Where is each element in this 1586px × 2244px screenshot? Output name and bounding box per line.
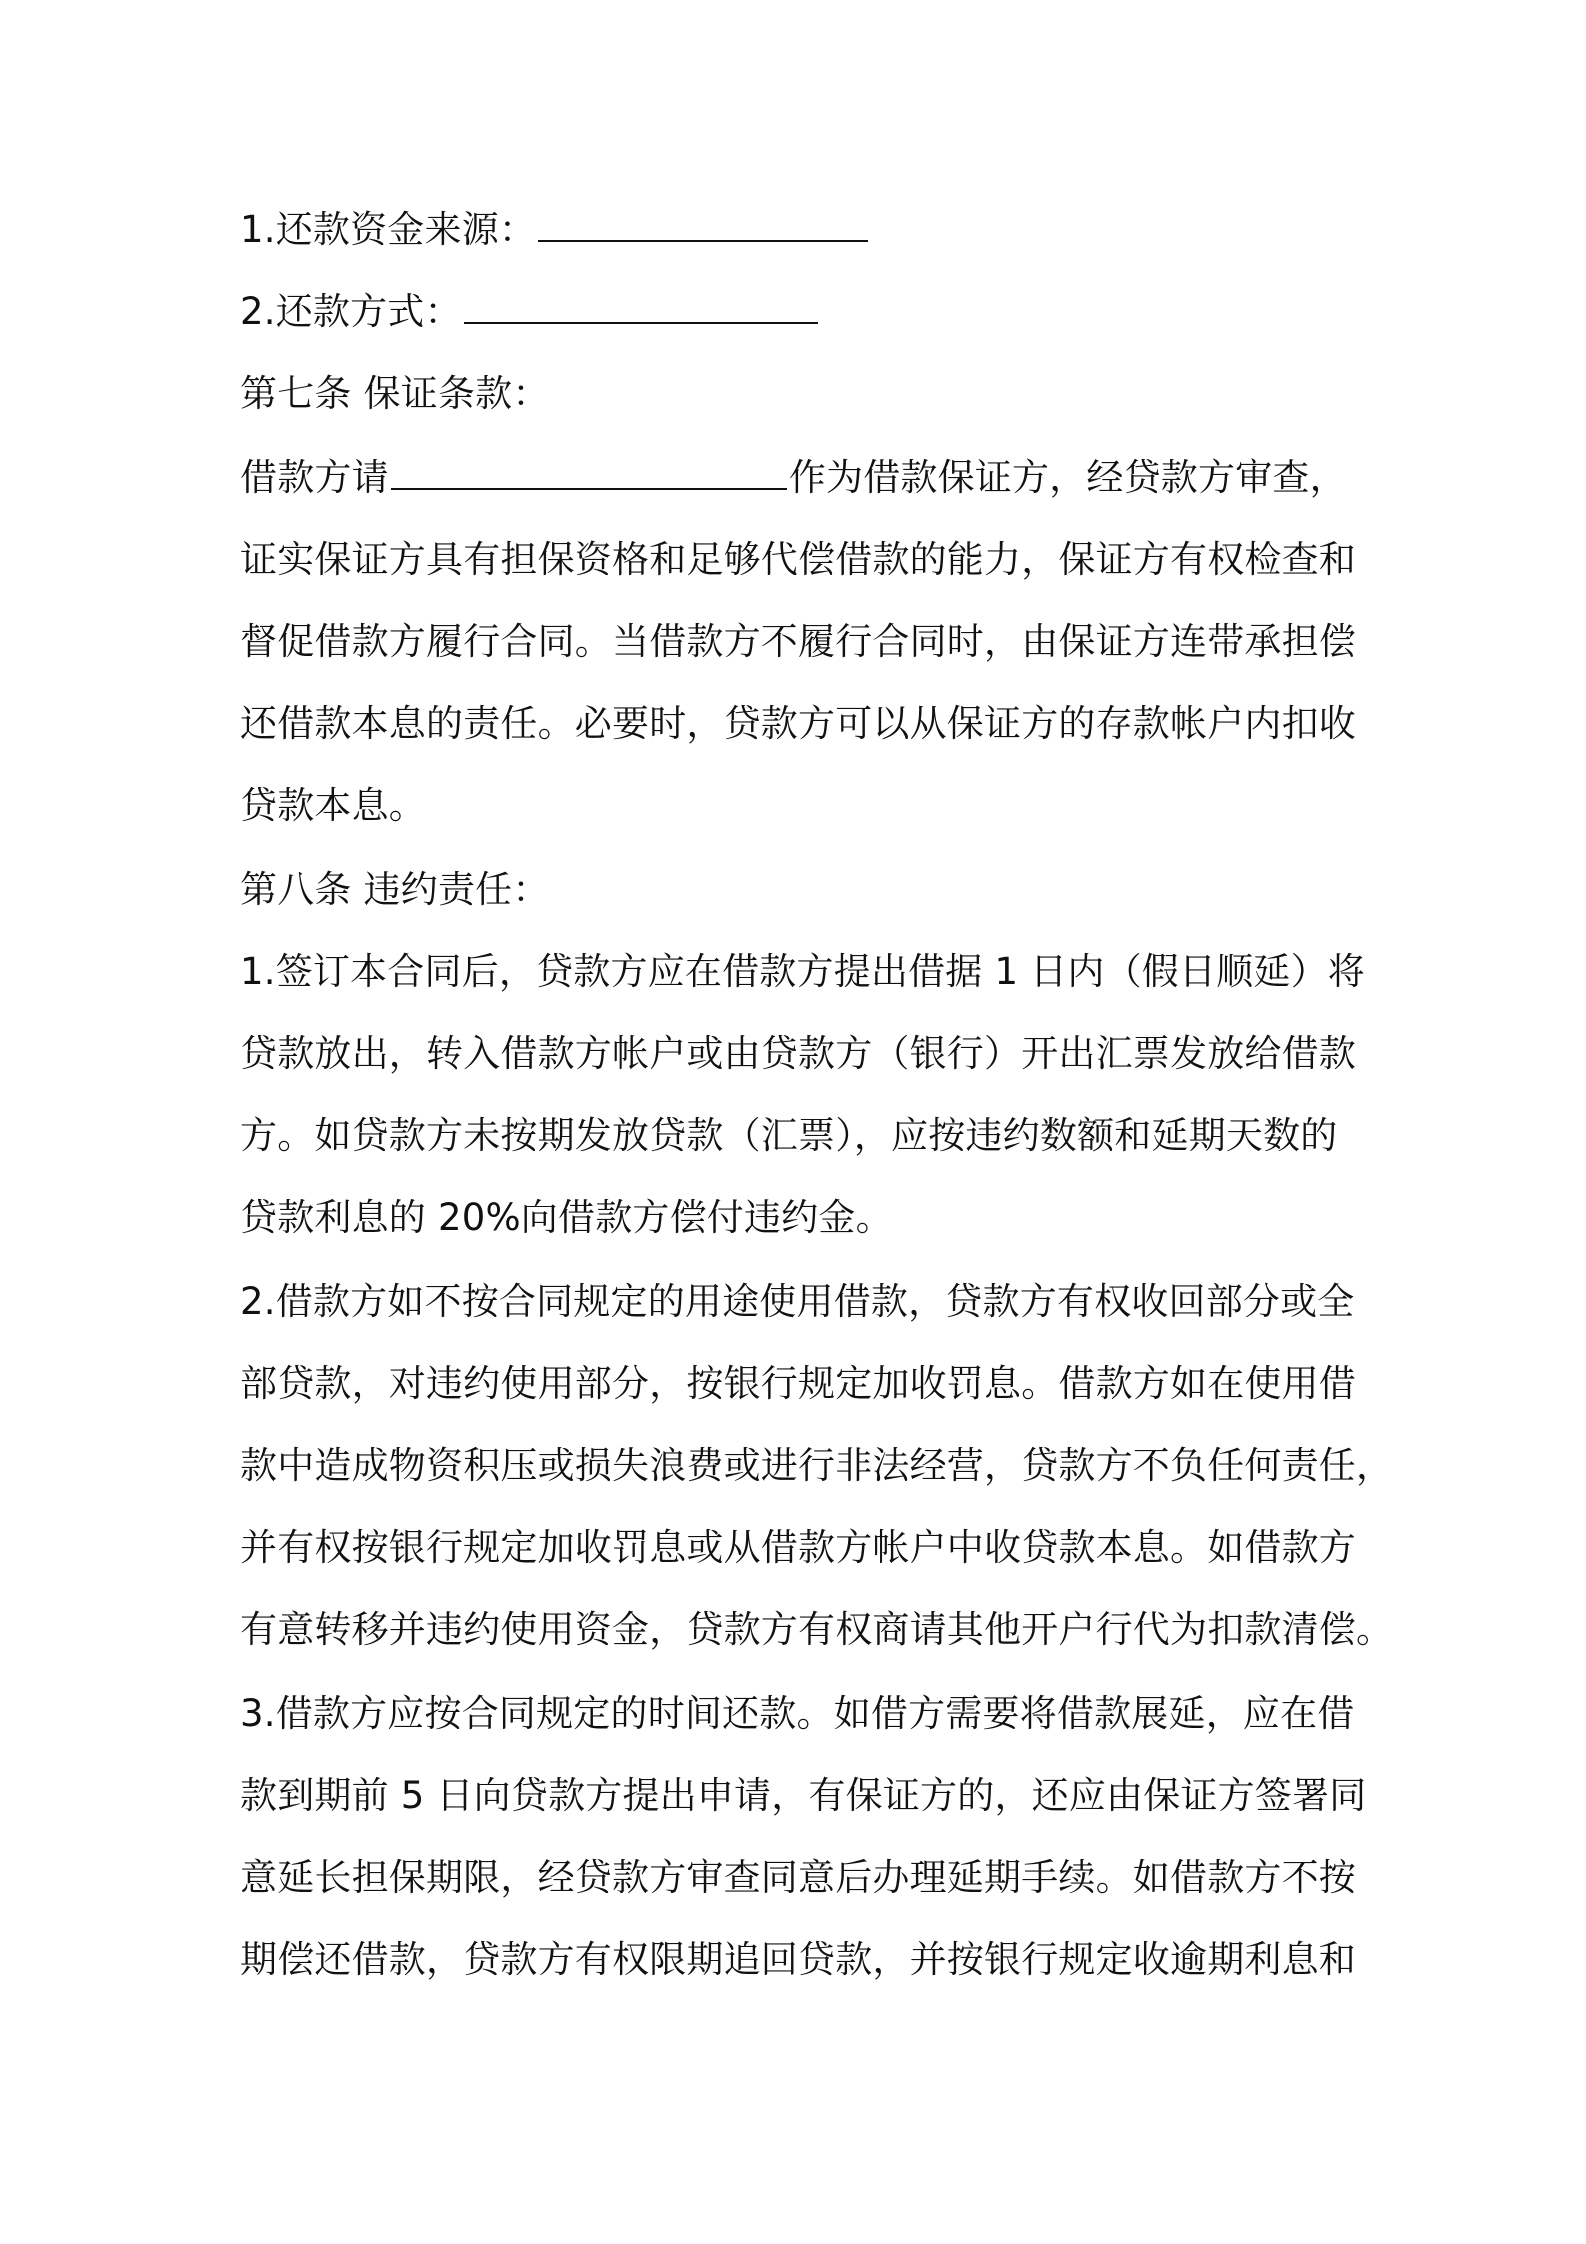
paragraph-line: 方。如贷款方未按期发放贷款（汇票），应按违约数额和延期天数的 [240,1114,1338,1157]
paragraph-line: 款到期前 5 日向贷款方提出申请，有保证方的，还应由保证方签署同 [240,1774,1367,1817]
repayment-source-label: 1.还款资金来源： [240,208,537,251]
guarantor-prefix: 借款方请 [240,456,389,499]
paragraph-line: 1.签订本合同后，贷款方应在借款方提出借据 1 日内（假日顺延）将 [240,950,1365,993]
paragraph-line: 还借款本息的责任。必要时，贷款方可以从保证方的存款帐户内扣收 [240,702,1356,745]
paragraph-line: 款中造成物资积压或损失浪费或进行非法经营，贷款方不负任何责任， [240,1444,1394,1487]
article-7-heading: 第七条 保证条款： [240,372,550,415]
repayment-method-line [240,284,1370,340]
repayment-method-label: 2.还款方式： [240,290,462,333]
paragraph-line: 贷款放出，转入借款方帐户或由贷款方（银行）开出汇票发放给借款 [240,1032,1356,1075]
guarantor-line [240,450,1370,506]
guarantor-blank[interactable] [391,450,787,490]
repayment-source-blank[interactable] [538,202,868,242]
paragraph-line: 贷款利息的 20%向借款方偿付违约金。 [240,1196,893,1239]
article-8-heading: 第八条 违约责任： [240,868,550,911]
paragraph-line: 并有权按银行规定加收罚息或从借款方帐户中收贷款本息。如借款方 [240,1526,1356,1569]
repayment-source-line [240,202,1370,258]
repayment-method-blank[interactable] [464,284,818,324]
paragraph-line: 证实保证方具有担保资格和足够代偿借款的能力，保证方有权检查和 [240,538,1356,581]
paragraph-line: 部贷款，对违约使用部分，按银行规定加收罚息。借款方如在使用借 [240,1362,1356,1405]
paragraph-line: 督促借款方履行合同。当借款方不履行合同时，由保证方连带承担偿 [240,620,1356,663]
paragraph-line: 贷款本息。 [240,784,426,827]
paragraph-line: 期偿还借款，贷款方有权限期追回贷款，并按银行规定收逾期利息和 [240,1938,1356,1981]
paragraph-line: 有意转移并违约使用资金，贷款方有权商请其他开户行代为扣款清偿。 [240,1608,1394,1651]
paragraph-line: 意延长担保期限，经贷款方审查同意后办理延期手续。如借款方不按 [240,1856,1356,1899]
paragraph-line: 3.借款方应按合同规定的时间还款。如借方需要将借款展延，应在借 [240,1692,1355,1735]
guarantor-suffix: 作为借款保证方，经贷款方审查， [788,456,1347,499]
paragraph-line: 2.借款方如不按合同规定的用途使用借款，贷款方有权收回部分或全 [240,1280,1355,1323]
